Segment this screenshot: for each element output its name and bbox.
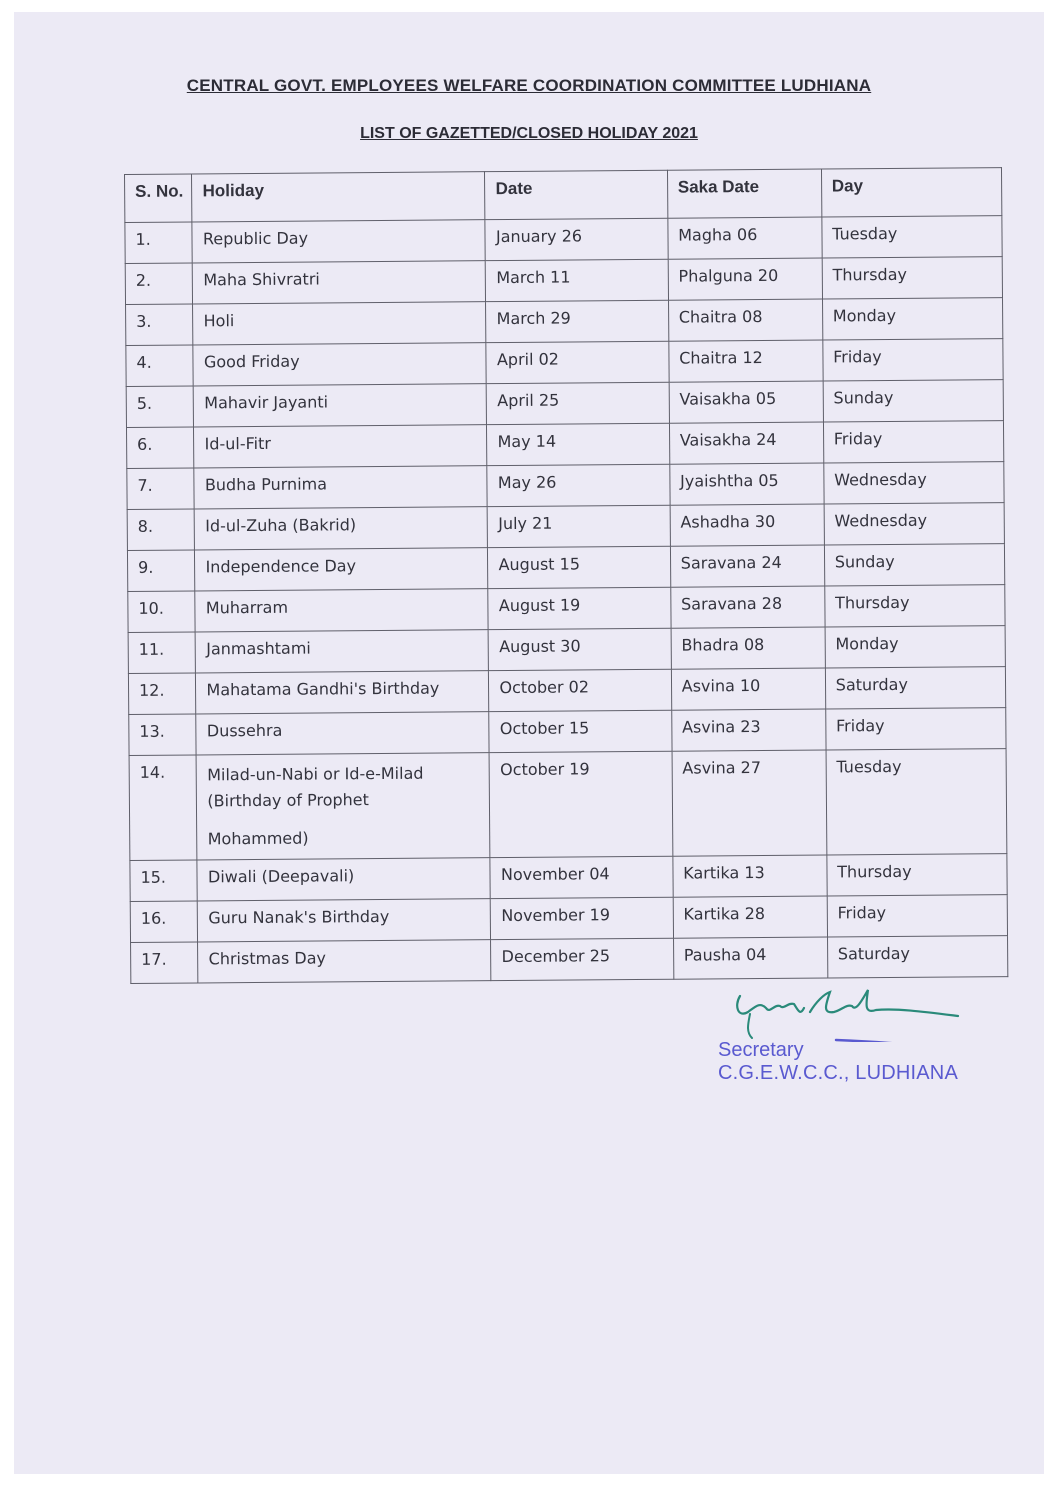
- cell-saka-date: Chaitra 08: [668, 299, 822, 341]
- cell-date: April 02: [486, 341, 669, 383]
- table-row: [126, 339, 1003, 387]
- header-sno: S. No.: [125, 174, 193, 223]
- cell-date: April 25: [487, 382, 670, 424]
- cell-date: October 02: [489, 669, 672, 711]
- cell-sno: 7.: [127, 468, 195, 510]
- cell-sno: 15.: [130, 860, 198, 902]
- cell-date: March 11: [486, 259, 669, 301]
- cell-holiday: Christmas Day: [198, 940, 491, 983]
- header-day: Day: [821, 168, 1002, 217]
- cell-day: Friday: [823, 421, 1004, 463]
- cell-sno: 11.: [128, 632, 196, 674]
- table-row: [126, 298, 1003, 346]
- cell-sno: 3.: [126, 304, 194, 346]
- cell-date: August 30: [489, 628, 672, 670]
- cell-sno: 10.: [128, 591, 196, 633]
- cell-date: November 04: [490, 856, 673, 898]
- table-row: [128, 667, 1005, 715]
- cell-saka-date: Chaitra 12: [669, 340, 823, 382]
- cell-holiday: Guru Nanak's Birthday: [198, 899, 491, 942]
- cell-date: October 15: [489, 710, 672, 752]
- cell-saka-date: Saravana 24: [670, 545, 824, 587]
- table-row: [127, 503, 1004, 551]
- cell-sno: 4.: [126, 345, 194, 387]
- cell-day: Tuesday: [822, 216, 1003, 258]
- cell-holiday: Maha Shivratri: [193, 261, 486, 304]
- cell-date: October 19: [490, 751, 673, 857]
- cell-sno: 8.: [127, 509, 195, 551]
- cell-saka-date: Saravana 28: [670, 586, 824, 628]
- cell-saka-date: Asvina 10: [671, 668, 825, 710]
- cell-day: Thursday: [827, 854, 1008, 896]
- cell-day: Thursday: [824, 585, 1005, 627]
- signature-block: [716, 982, 986, 1092]
- cell-day: Monday: [825, 626, 1006, 668]
- organization-title: CENTRAL GOVT. EMPLOYEES WELFARE COORDINATION COMMITTEE LUDHIANA: [186, 76, 872, 95]
- holiday-line: Mohammed): [207, 828, 309, 849]
- cell-sno: 9.: [127, 550, 195, 592]
- cell-sno: 1.: [125, 222, 193, 264]
- table-row: [128, 585, 1005, 633]
- cell-sno: 17.: [131, 942, 199, 984]
- header-holiday: Holiday: [192, 172, 485, 222]
- cell-sno: 6.: [126, 427, 194, 469]
- cell-day: Sunday: [823, 380, 1004, 422]
- cell-day: Saturday: [825, 667, 1006, 709]
- cell-date: August 15: [488, 546, 671, 588]
- cell-holiday: Janmashtami: [196, 630, 489, 673]
- cell-holiday: Dussehra: [196, 712, 489, 755]
- table-row: [126, 421, 1003, 469]
- cell-date: March 29: [486, 300, 669, 342]
- cell-holiday: Independence Day: [195, 548, 488, 591]
- cell-day: Wednesday: [824, 462, 1005, 504]
- cell-date: January 26: [485, 218, 668, 260]
- table-row: [131, 936, 1008, 984]
- cell-holiday: Mahatama Gandhi's Birthday: [196, 671, 489, 714]
- header-date: Date: [485, 170, 668, 219]
- cell-sno: 14.: [129, 755, 197, 861]
- cell-day: Wednesday: [824, 503, 1005, 545]
- cell-saka-date: Phalguna 20: [668, 258, 822, 300]
- cell-saka-date: Ashadha 30: [670, 504, 824, 546]
- table-row: [125, 257, 1002, 305]
- cell-sno: 5.: [126, 386, 194, 428]
- cell-holiday: Mahavir Jayanti: [194, 384, 487, 427]
- cell-saka-date: Vaisakha 05: [669, 381, 823, 423]
- cell-holiday: Diwali (Deepavali): [197, 858, 490, 901]
- cell-saka-date: Asvina 23: [671, 709, 825, 751]
- cell-sno: 2.: [125, 263, 193, 305]
- cell-holiday: Id-ul-Fitr: [194, 425, 487, 468]
- holiday-table: [124, 167, 1008, 984]
- table-row: [130, 854, 1007, 902]
- header-saka-date: Saka Date: [667, 169, 821, 218]
- cell-date: May 26: [487, 464, 670, 506]
- cell-holiday: Republic Day: [192, 220, 485, 263]
- cell-date: December 25: [491, 938, 674, 980]
- cell-date: July 21: [488, 505, 671, 547]
- table-header-row: [125, 168, 1002, 223]
- signatory-organization: C.G.E.W.C.C., LUDHIANA: [718, 1062, 958, 1084]
- cell-day: Thursday: [822, 257, 1003, 299]
- handwritten-signature: [726, 982, 976, 1042]
- cell-holiday: Good Friday: [193, 343, 486, 386]
- cell-date: August 19: [488, 587, 671, 629]
- table-row: [129, 708, 1006, 756]
- holiday-line: Milad-un-Nabi or Id-e-Milad: [207, 763, 424, 785]
- holiday-rows: [125, 216, 1008, 984]
- cell-holiday: [197, 753, 491, 860]
- cell-saka-date: Bhadra 08: [671, 627, 825, 669]
- cell-sno: 13.: [129, 714, 197, 756]
- cell-saka-date: Kartika 13: [673, 855, 827, 897]
- cell-holiday: Holi: [193, 302, 486, 345]
- cell-sno: 16.: [130, 901, 198, 943]
- table-row: [127, 544, 1004, 592]
- signatory-role: Secretary: [718, 1039, 804, 1061]
- cell-day: Friday: [823, 339, 1004, 381]
- cell-holiday: Id-ul-Zuha (Bakrid): [195, 507, 488, 550]
- table-row: [130, 895, 1007, 943]
- cell-day: Friday: [827, 895, 1008, 937]
- holiday-line: (Birthday of Prophet: [207, 790, 369, 811]
- cell-saka-date: Jyaishtha 05: [669, 463, 823, 505]
- table-row: [129, 749, 1007, 861]
- table-row: [125, 216, 1002, 264]
- cell-saka-date: Magha 06: [668, 217, 822, 259]
- cell-date: May 14: [487, 423, 670, 465]
- table-row: [126, 380, 1003, 428]
- cell-holiday: Budha Purnima: [194, 466, 487, 509]
- cell-saka-date: Asvina 27: [672, 750, 827, 856]
- cell-date: November 19: [491, 897, 674, 939]
- table-row: [127, 462, 1004, 510]
- cell-day: Saturday: [827, 936, 1008, 978]
- cell-saka-date: Kartika 28: [673, 896, 827, 938]
- cell-saka-date: Vaisakha 24: [669, 422, 823, 464]
- cell-day: Monday: [822, 298, 1003, 340]
- cell-day: Sunday: [824, 544, 1005, 586]
- cell-day: Friday: [825, 708, 1006, 750]
- cell-sno: 12.: [128, 673, 196, 715]
- table-row: [128, 626, 1005, 674]
- cell-saka-date: Pausha 04: [673, 937, 827, 979]
- list-title: LIST OF GAZETTED/CLOSED HOLIDAY 2021: [360, 125, 698, 142]
- cell-holiday: Muharram: [195, 589, 488, 632]
- cell-day: Tuesday: [826, 749, 1007, 855]
